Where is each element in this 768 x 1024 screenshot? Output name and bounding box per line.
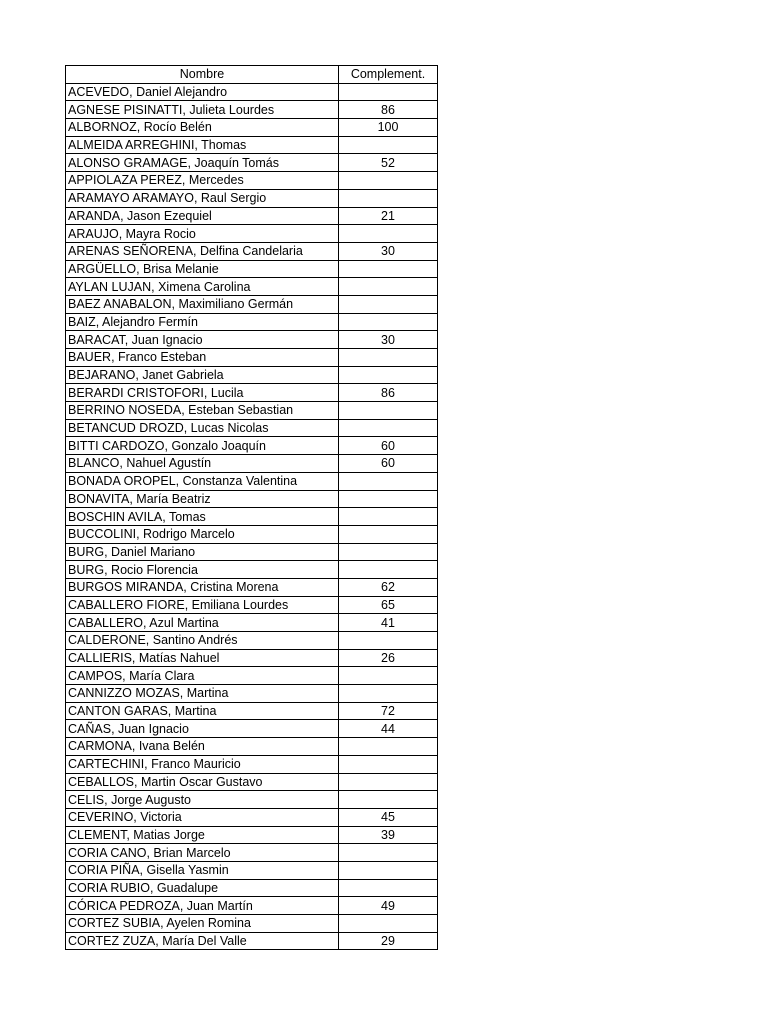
table-row — [66, 738, 438, 756]
student-name-cell: ARAMAYO ARAMAYO, Raul Sergio — [66, 189, 339, 207]
student-name-cell: BURGOS MIRANDA, Cristina Morena — [66, 578, 339, 596]
student-name-cell: CANTON GARAS, Martina — [66, 702, 339, 720]
table-row — [66, 437, 438, 455]
student-name-cell: CEVERINO, Victoria — [66, 808, 339, 826]
complement-score-cell — [339, 490, 438, 508]
complement-score-cell — [339, 844, 438, 862]
table-row — [66, 614, 438, 632]
table-row — [66, 83, 438, 101]
complement-score-cell — [339, 366, 438, 384]
table-row — [66, 242, 438, 260]
complement-score-cell: 72 — [339, 702, 438, 720]
student-name-cell: CAMPOS, María Clara — [66, 667, 339, 685]
table-row — [66, 879, 438, 897]
complement-score-cell — [339, 278, 438, 296]
table-row — [66, 791, 438, 809]
student-name-cell: BONADA OROPEL, Constanza Valentina — [66, 472, 339, 490]
table-row — [66, 667, 438, 685]
student-name-cell: BAIZ, Alejandro Fermín — [66, 313, 339, 331]
grades-table — [65, 65, 438, 950]
table-row — [66, 702, 438, 720]
table-row — [66, 331, 438, 349]
table-row — [66, 844, 438, 862]
complement-score-cell — [339, 861, 438, 879]
complement-score-cell — [339, 295, 438, 313]
student-name-cell: BURG, Rocio Florencia — [66, 561, 339, 579]
student-name-cell: BLANCO, Nahuel Agustín — [66, 455, 339, 473]
student-name-cell: CORIA PIÑA, Gisella Yasmin — [66, 861, 339, 879]
student-name-cell: CELIS, Jorge Augusto — [66, 791, 339, 809]
table-row — [66, 295, 438, 313]
student-name-cell: CARMONA, Ivana Belén — [66, 738, 339, 756]
table-row — [66, 561, 438, 579]
table-row — [66, 525, 438, 543]
student-name-cell: BURG, Daniel Mariano — [66, 543, 339, 561]
table-row — [66, 649, 438, 667]
complement-score-cell — [339, 189, 438, 207]
complement-score-cell: 30 — [339, 331, 438, 349]
table-row — [66, 826, 438, 844]
header-row — [66, 66, 438, 84]
student-name-cell: ALONSO GRAMAGE, Joaquín Tomás — [66, 154, 339, 172]
complement-score-cell — [339, 225, 438, 243]
table-row — [66, 260, 438, 278]
student-name-cell: ARAUJO, Mayra Rocio — [66, 225, 339, 243]
complement-score-cell: 41 — [339, 614, 438, 632]
complement-score-cell — [339, 543, 438, 561]
table-row — [66, 685, 438, 703]
student-name-cell: BAUER, Franco Esteban — [66, 349, 339, 367]
complement-score-cell: 39 — [339, 826, 438, 844]
complement-score-cell — [339, 508, 438, 526]
complement-score-cell: 60 — [339, 455, 438, 473]
table-row — [66, 755, 438, 773]
student-name-cell: ARENAS SEÑORENA, Delfina Candelaria — [66, 242, 339, 260]
complement-score-cell — [339, 83, 438, 101]
complement-score-cell: 86 — [339, 384, 438, 402]
student-name-cell: CÓRICA PEDROZA, Juan Martín — [66, 897, 339, 915]
student-name-cell: CORIA CANO, Brian Marcelo — [66, 844, 339, 862]
student-name-cell: CALLIERIS, Matías Nahuel — [66, 649, 339, 667]
student-name-cell: BERRINO NOSEDA, Esteban Sebastian — [66, 402, 339, 420]
student-name-cell: CEBALLOS, Martin Oscar Gustavo — [66, 773, 339, 791]
table-row — [66, 313, 438, 331]
complement-score-cell — [339, 136, 438, 154]
table-row — [66, 472, 438, 490]
complement-score-cell — [339, 313, 438, 331]
complement-score-cell — [339, 915, 438, 933]
complement-score-cell — [339, 561, 438, 579]
complement-score-cell — [339, 402, 438, 420]
complement-score-cell: 49 — [339, 897, 438, 915]
complement-score-cell — [339, 525, 438, 543]
complement-score-cell — [339, 755, 438, 773]
table-row — [66, 932, 438, 950]
complement-score-cell — [339, 419, 438, 437]
student-name-cell: CABALLERO, Azul Martina — [66, 614, 339, 632]
student-name-cell: CARTECHINI, Franco Mauricio — [66, 755, 339, 773]
complement-score-cell: 60 — [339, 437, 438, 455]
table-row — [66, 720, 438, 738]
table-row — [66, 578, 438, 596]
table-row — [66, 101, 438, 119]
table-row — [66, 402, 438, 420]
complement-score-cell — [339, 685, 438, 703]
table-row — [66, 543, 438, 561]
column-header-name: Nombre — [66, 66, 339, 84]
table-row — [66, 419, 438, 437]
complement-score-cell: 44 — [339, 720, 438, 738]
student-name-cell: ARANDA, Jason Ezequiel — [66, 207, 339, 225]
complement-score-cell: 45 — [339, 808, 438, 826]
complement-score-cell — [339, 260, 438, 278]
table-row — [66, 596, 438, 614]
student-name-cell: CAÑAS, Juan Ignacio — [66, 720, 339, 738]
student-name-cell: BITTI CARDOZO, Gonzalo Joaquín — [66, 437, 339, 455]
complement-score-cell: 65 — [339, 596, 438, 614]
table-row — [66, 207, 438, 225]
table-row — [66, 490, 438, 508]
table-row — [66, 808, 438, 826]
student-name-cell: CORIA RUBIO, Guadalupe — [66, 879, 339, 897]
complement-score-cell — [339, 791, 438, 809]
student-name-cell: BONAVITA, María Beatriz — [66, 490, 339, 508]
table-row — [66, 172, 438, 190]
table-row — [66, 366, 438, 384]
table-body — [66, 83, 438, 950]
student-name-cell: AGNESE PISINATTI, Julieta Lourdes — [66, 101, 339, 119]
complement-score-cell — [339, 632, 438, 650]
table-row — [66, 773, 438, 791]
student-name-cell: BUCCOLINI, Rodrigo Marcelo — [66, 525, 339, 543]
student-name-cell: BAEZ ANABALON, Maximiliano Germán — [66, 295, 339, 313]
complement-score-cell — [339, 738, 438, 756]
complement-score-cell: 21 — [339, 207, 438, 225]
table-row — [66, 455, 438, 473]
complement-score-cell — [339, 667, 438, 685]
student-name-cell: CABALLERO FIORE, Emiliana Lourdes — [66, 596, 339, 614]
student-name-cell: APPIOLAZA PEREZ, Mercedes — [66, 172, 339, 190]
column-header-complement: Complement. — [339, 66, 438, 84]
complement-score-cell — [339, 773, 438, 791]
complement-score-cell — [339, 472, 438, 490]
complement-score-cell: 52 — [339, 154, 438, 172]
complement-score-cell — [339, 172, 438, 190]
complement-score-cell: 86 — [339, 101, 438, 119]
complement-score-cell: 29 — [339, 932, 438, 950]
table-row — [66, 154, 438, 172]
student-name-cell: BOSCHIN AVILA, Tomas — [66, 508, 339, 526]
student-name-cell: CORTEZ SUBIA, Ayelen Romina — [66, 915, 339, 933]
student-name-cell: ARGÜELLO, Brisa Melanie — [66, 260, 339, 278]
student-name-cell: BEJARANO, Janet Gabriela — [66, 366, 339, 384]
student-name-cell: ACEVEDO, Daniel Alejandro — [66, 83, 339, 101]
complement-score-cell — [339, 879, 438, 897]
student-name-cell: BARACAT, Juan Ignacio — [66, 331, 339, 349]
student-name-cell: CLEMENT, Matias Jorge — [66, 826, 339, 844]
student-name-cell: ALBORNOZ, Rocío Belén — [66, 119, 339, 137]
table-row — [66, 136, 438, 154]
complement-score-cell: 62 — [339, 578, 438, 596]
student-name-cell: CANNIZZO MOZAS, Martina — [66, 685, 339, 703]
student-name-cell: AYLAN LUJAN, Ximena Carolina — [66, 278, 339, 296]
student-name-cell: BERARDI CRISTOFORI, Lucila — [66, 384, 339, 402]
table-row — [66, 632, 438, 650]
table-row — [66, 861, 438, 879]
table-row — [66, 384, 438, 402]
table-row — [66, 897, 438, 915]
table-row — [66, 349, 438, 367]
complement-score-cell — [339, 349, 438, 367]
table-row — [66, 225, 438, 243]
student-name-cell: CALDERONE, Santino Andrés — [66, 632, 339, 650]
complement-score-cell: 30 — [339, 242, 438, 260]
student-name-cell: ALMEIDA ARREGHINI, Thomas — [66, 136, 339, 154]
table-row — [66, 915, 438, 933]
table-row — [66, 278, 438, 296]
complement-score-cell: 26 — [339, 649, 438, 667]
table-row — [66, 119, 438, 137]
table-row — [66, 189, 438, 207]
student-name-cell: CORTEZ ZUZA, María Del Valle — [66, 932, 339, 950]
student-name-cell: BETANCUD DROZD, Lucas Nicolas — [66, 419, 339, 437]
complement-score-cell: 100 — [339, 119, 438, 137]
table-row — [66, 508, 438, 526]
